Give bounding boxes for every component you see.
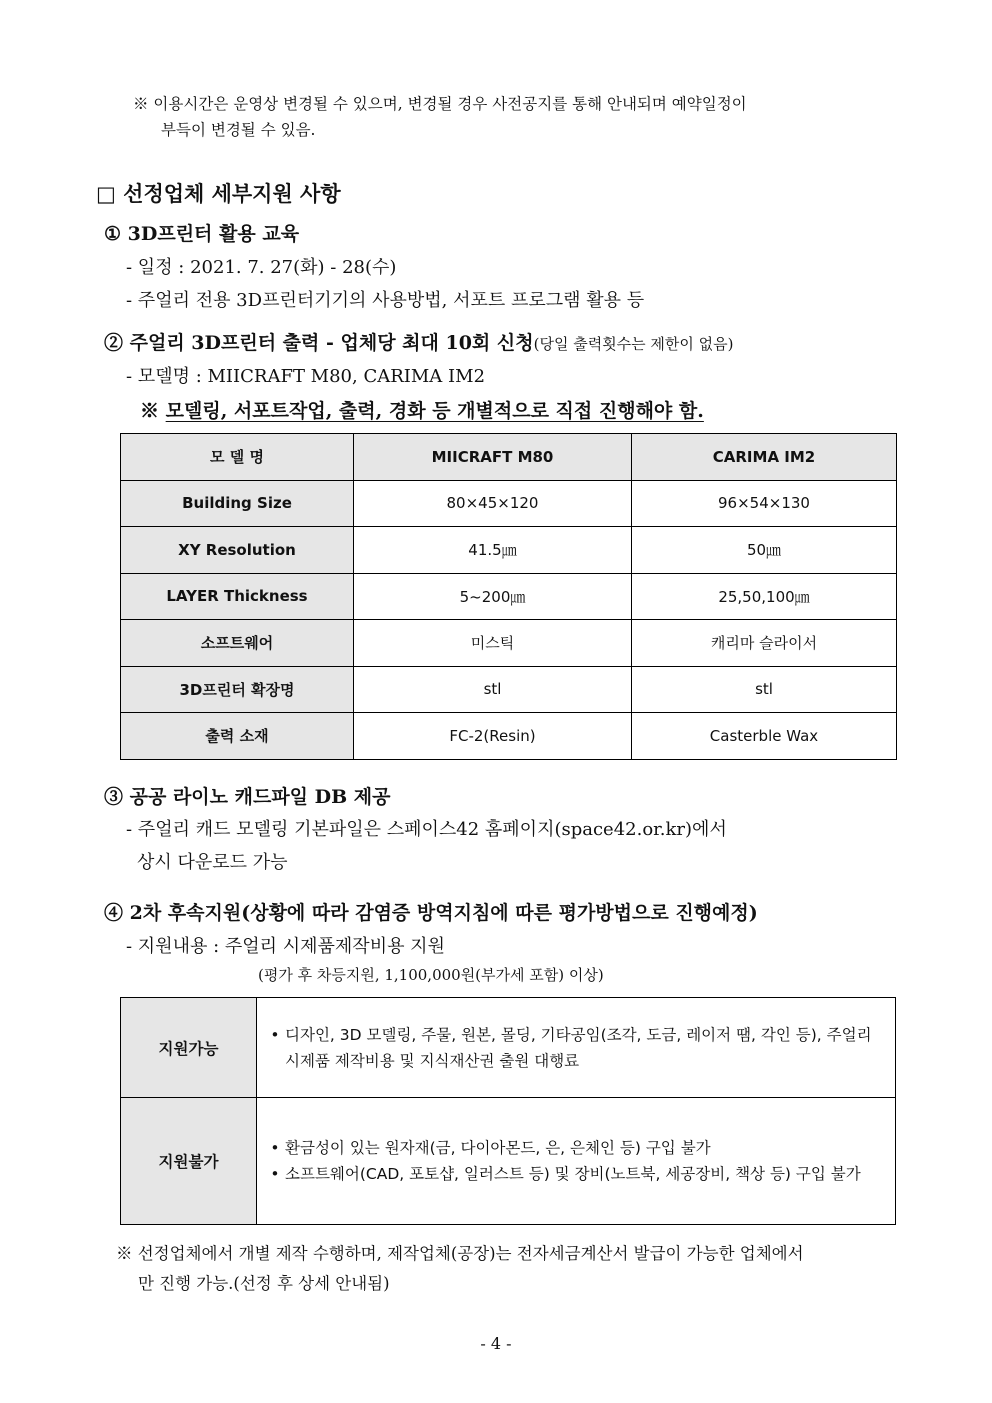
bottom-note [116, 1239, 804, 1299]
item4-note: (평가 후 차등지원, 1,100,000원(부가세 포함) 이상) [258, 966, 604, 984]
bottom-note-line1: ※ 선정업체에서 개별 제작 수행하며, 제작업체(공장)는 전자세금계산서 발급이 가능한 업체에서 [116, 1244, 804, 1263]
item1-schedule: - 일정 : 2021. 7. 27(화) - 28(수) [126, 257, 397, 278]
item4-content: - 지원내용 : 주얼리 시제품제작비용 지원 [126, 936, 445, 957]
row-label: LAYER Thickness [121, 573, 354, 620]
available-label: 지원가능 [121, 998, 257, 1098]
item2-title-main: ② 주얼리 3D프린터 출력 - 업체당 최대 10회 신청 [104, 332, 534, 354]
usage-time-note-line1: ※ 이용시간은 운영상 변경될 수 있으며, 변경될 경우 사전공지를 통해 안내되며 예약일정이 [133, 95, 747, 113]
spec-row-layer-thickness [121, 573, 897, 620]
section-title: □ 선정업체 세부지원 사항 [96, 181, 341, 206]
cell-im2: Casterble Wax [632, 713, 897, 760]
item3-title: ③ 공공 라이노 캐드파일 DB 제공 [104, 786, 391, 808]
usage-time-note [133, 91, 747, 143]
warning-mark: ※ [140, 400, 160, 422]
row-label: Building Size [121, 480, 354, 527]
cell-m80: 5~200㎛ [354, 573, 632, 620]
cell-m80: FC-2(Resin) [354, 713, 632, 760]
cell-m80: stl [354, 666, 632, 713]
cell-im2: 50㎛ [632, 527, 897, 574]
item2-title-note: (당일 출력횟수는 제한이 없음) [533, 335, 734, 353]
cell-im2: stl [632, 666, 897, 713]
unavailable-label: 지원불가 [121, 1098, 257, 1225]
spec-row-building-size [121, 480, 897, 527]
unavailable-item-text: 환금성이 있는 원자재(금, 다이아몬드, 은, 은체인 등) 구입 불가 [285, 1139, 711, 1157]
cell-m80: 41.5㎛ [354, 527, 632, 574]
bullet-icon: • [270, 1025, 280, 1044]
row-label: 3D프린터 확장명 [121, 666, 354, 713]
item4-title: ④ 2차 후속지원(상황에 따라 감염증 방역지침에 따른 평가방법으로 진행예정) [104, 902, 758, 924]
item2-warning [140, 396, 704, 423]
bullet-icon: • [270, 1139, 280, 1157]
support-table [120, 997, 896, 1225]
header-cell-m80: MIICRAFT M80 [354, 434, 632, 481]
list-item [265, 1135, 885, 1161]
unavailable-content [257, 1098, 896, 1225]
spec-row-extension [121, 666, 897, 713]
cell-im2: 96×54×130 [632, 480, 897, 527]
spec-row-software [121, 620, 897, 667]
usage-time-note-line2: 부득이 변경될 수 있음. [161, 121, 316, 139]
item3-line2: 상시 다운로드 가능 [137, 852, 288, 873]
warning-text: 모델링, 서포트작업, 출력, 경화 등 개별적으로 직접 진행해야 함. [165, 400, 704, 422]
item2-models: - 모델명 : MIICRAFT M80, CARIMA IM2 [126, 366, 486, 387]
available-content [257, 998, 896, 1098]
spec-row-xy-resolution [121, 527, 897, 574]
header-cell-model: 모 델 명 [121, 434, 354, 481]
item1-title: ① 3D프린터 활용 교육 [104, 223, 300, 245]
bullet-icon: • [270, 1165, 280, 1183]
page-number: - 4 - [480, 1334, 512, 1353]
printer-spec-table [120, 433, 897, 760]
support-row-unavailable [121, 1098, 896, 1225]
item3-line1: - 주얼리 캐드 모델링 기본파일은 스페이스42 홈페이지(space42.or.kr)에서 [126, 819, 727, 840]
cell-m80: 미스틱 [354, 620, 632, 667]
list-item [265, 1022, 885, 1074]
header-cell-im2: CARIMA IM2 [632, 434, 897, 481]
available-item-text: 디자인, 3D 모델링, 주물, 원본, 몰딩, 기타공임(조각, 도금, 레이저 땜, 각인 등), 주얼리 시제품 제작비용 및 지식재산권 출원 대행료 [285, 1025, 872, 1070]
spec-row-material [121, 713, 897, 760]
unavailable-item-text: 소프트웨어(CAD, 포토샵, 일러스트 등) 및 장비(노트북, 세공장비, 책상 등) 구입 불가 [285, 1165, 861, 1183]
row-label: 출력 소재 [121, 713, 354, 760]
support-row-available [121, 998, 896, 1098]
item1-content: - 주얼리 전용 3D프린터기기의 사용방법, 서포트 프로그램 활용 등 [126, 290, 645, 311]
item2-title [104, 328, 734, 355]
list-item [265, 1161, 885, 1187]
spec-table-header [121, 434, 897, 481]
cell-im2: 25,50,100㎛ [632, 573, 897, 620]
cell-m80: 80×45×120 [354, 480, 632, 527]
bottom-note-line2: 만 진행 가능.(선정 후 상세 안내됨) [138, 1274, 390, 1293]
row-label: XY Resolution [121, 527, 354, 574]
cell-im2: 캐리마 슬라이서 [632, 620, 897, 667]
row-label: 소프트웨어 [121, 620, 354, 667]
